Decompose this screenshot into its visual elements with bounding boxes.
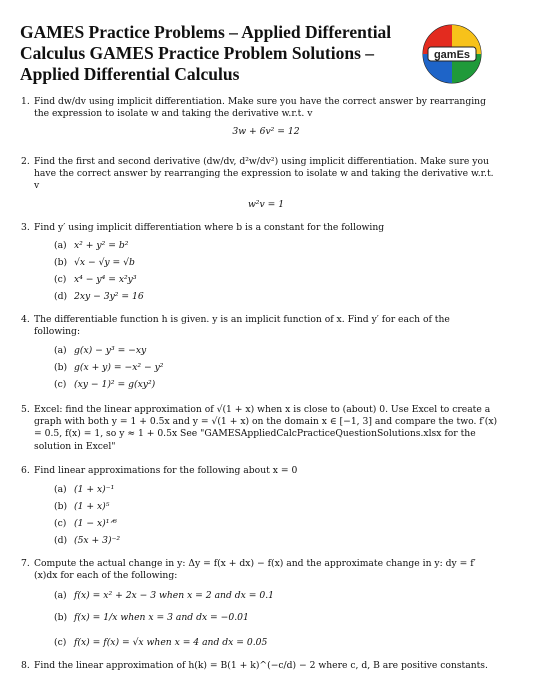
problem-6	[21, 465, 498, 477]
part-4c	[54, 379, 155, 391]
part-expression: f(x) = x² + 2x − 3 when x = 2 and dx = 0.1	[74, 590, 274, 601]
part-3d	[54, 291, 144, 303]
part-7b	[54, 612, 249, 624]
part-expression: √x − √y = √b	[74, 257, 135, 268]
part-expression: x⁴ − y⁴ = x²y³	[74, 274, 137, 285]
problem-number: 1.	[21, 96, 30, 107]
problem-number: 6.	[21, 465, 30, 476]
problem-equation: w²v = 1	[247, 198, 285, 210]
problem-4	[21, 314, 498, 338]
part-expression: (1 + x)⁵	[74, 501, 110, 512]
part-3c	[54, 274, 137, 286]
part-label: (c)	[54, 518, 67, 529]
part-expression: (xy − 1)² = g(xy²)	[74, 379, 156, 390]
part-7a	[54, 590, 274, 602]
problem-7	[21, 558, 498, 582]
part-4b	[54, 362, 163, 374]
part-label: (c)	[54, 274, 67, 285]
part-6d	[54, 535, 120, 547]
problem-number: 5.	[21, 404, 30, 415]
part-6c	[54, 518, 117, 530]
problem-equation: 3w + 6v² = 12	[232, 126, 300, 138]
part-expression: (5x + 3)⁻²	[74, 535, 121, 546]
part-label: (d)	[54, 535, 68, 546]
problem-3	[21, 222, 498, 234]
part-label: (b)	[54, 501, 68, 512]
problem-number: 4.	[21, 314, 30, 325]
problem-text: Find the first and second derivative (dw/dv, d²w/dv²) using implicit differentiation. Make sure you have the correct answer by rearranging the expression to isolate w and taking the derivative w.r.t. v	[34, 156, 494, 192]
part-expression: g(x) − y³ = −xy	[74, 345, 147, 356]
part-label: (a)	[54, 345, 67, 356]
problem-text: Find linear approximations for the following about x = 0	[34, 465, 298, 476]
problem-text: Find the linear approximation of h(k) = B(1 + k)^(−c/d) − 2 where c, d, B are positive constants.	[34, 660, 488, 671]
part-label: (d)	[54, 291, 68, 302]
part-label: (a)	[54, 590, 67, 601]
part-3b	[54, 257, 135, 269]
problem-8	[21, 660, 498, 672]
part-expression: g(x + y) = −x² − y²	[74, 362, 164, 373]
problem-2	[21, 156, 498, 211]
part-label: (c)	[54, 379, 67, 390]
problem-text: Find dw/dv using implicit differentiation. Make sure you have the correct answer by rearranging the expression to isolate w and taking the derivative w.r.t. v	[34, 96, 486, 120]
problem-number: 7.	[21, 558, 30, 569]
problem-number: 2.	[21, 156, 30, 167]
problem-5	[21, 404, 498, 453]
document-title: GAMES Practice Problems – Applied Differential Calculus GAMES Practice Problem Solutions – Applied Differential Calculus	[20, 22, 392, 84]
part-expression: x² + y² = b²	[74, 240, 129, 251]
problem-text: Compute the actual change in y: Δy = f(x + dx) − f(x) and the approximate change in y: dy = f′(x)dx for each of the following:	[34, 558, 476, 582]
part-expression: (1 + x)⁻¹	[74, 484, 115, 495]
part-3a	[54, 240, 128, 252]
problem-1	[21, 96, 498, 139]
part-expression: (1 − x)¹ᐟ⁶	[74, 518, 117, 529]
part-4a	[54, 345, 146, 357]
svg-text:gamEs: gamEs	[433, 49, 471, 61]
problem-number: 8.	[21, 660, 30, 671]
part-expression: 2xy − 3y² = 16	[74, 291, 144, 302]
part-expression: f(x) = f(x) = √x when x = 4 and dx = 0.05	[74, 637, 268, 648]
part-label: (b)	[54, 257, 68, 268]
part-expression: f(x) = 1/x when x = 3 and dx = −0.01	[74, 612, 249, 623]
part-label: (a)	[54, 484, 67, 495]
part-label: (c)	[54, 637, 67, 648]
part-label: (b)	[54, 362, 68, 373]
problem-text: The differentiable function h is given. y is an implicit function of x. Find y′ for each of the following:	[34, 314, 450, 338]
part-6b	[54, 501, 109, 513]
problem-text: Excel: find the linear approximation of √(1 + x) when x is close to (about) 0. Use Excel to create a graph with both y = 1 + 0.5x and y = √(1 + x) on the domain x ∈ [−1, 3] and compare the two. f′(x) = 0.5, f(x) = 1, so y ≈ 1 + 0.5x See "GAMESAppliedCalcPracticeQuestionSolutions.xlsx for the solution in Excel"	[34, 404, 498, 452]
games-logo	[422, 24, 482, 84]
part-label: (a)	[54, 240, 67, 251]
part-7c	[54, 637, 267, 649]
part-label: (b)	[54, 612, 68, 623]
problem-text: Find y′ using implicit differentiation where b is a constant for the following	[34, 222, 385, 233]
problem-number: 3.	[21, 222, 30, 233]
part-6a	[54, 484, 114, 496]
